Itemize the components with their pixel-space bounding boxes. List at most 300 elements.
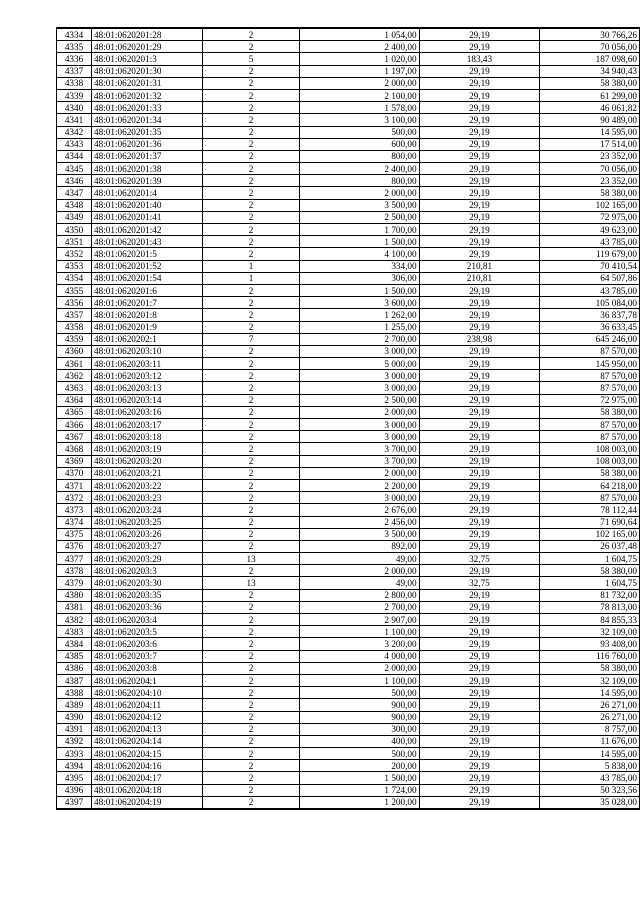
cadastral-value-cell: 87 570,00	[540, 431, 640, 443]
specific-value-cell: 29,19	[419, 321, 540, 333]
table-row	[57, 748, 640, 760]
cadastral-number-cell: 48:01:0620203:26	[92, 528, 203, 540]
table-row	[57, 163, 640, 175]
area-cell: 3 000,00	[300, 370, 419, 382]
specific-value-cell: 29,19	[419, 528, 540, 540]
cadastral-number-cell: 48:01:0620204:1	[92, 674, 203, 686]
table-row	[57, 224, 640, 236]
area-cell: 1 197,00	[300, 65, 419, 77]
specific-value-cell: 29,19	[419, 614, 540, 626]
cadastral-value-cell: 26 271,00	[540, 711, 640, 723]
table-row	[57, 65, 640, 77]
category-code-cell: 2	[202, 614, 299, 626]
specific-value-cell: 29,19	[419, 150, 540, 162]
cadastral-value-cell: 26 037,48	[540, 540, 640, 552]
row-number-cell: 4373	[57, 504, 92, 516]
cadastral-number-cell: 48:01:0620201:54	[92, 272, 203, 284]
cadastral-number-cell: 48:01:0620204:14	[92, 735, 203, 747]
specific-value-cell: 29,19	[419, 394, 540, 406]
cadastral-number-cell: 48:01:0620204:12	[92, 711, 203, 723]
row-number-cell: 4386	[57, 662, 92, 674]
row-number-cell: 4334	[57, 28, 92, 41]
area-cell: 2 700,00	[300, 601, 419, 613]
cadastral-number-cell: 48:01:0620203:7	[92, 650, 203, 662]
cadastral-number-cell: 48:01:0620203:25	[92, 516, 203, 528]
table-row	[57, 650, 640, 662]
category-code-cell: 2	[202, 345, 299, 357]
cadastral-number-cell: 48:01:0620201:34	[92, 114, 203, 126]
area-cell: 2 456,00	[300, 516, 419, 528]
row-number-cell: 4379	[57, 577, 92, 589]
row-number-cell: 4392	[57, 735, 92, 747]
row-number-cell: 4381	[57, 601, 92, 613]
area-cell: 2 200,00	[300, 479, 419, 491]
category-code-cell: 2	[202, 65, 299, 77]
table-row	[57, 479, 640, 491]
category-code-cell: 2	[202, 406, 299, 418]
row-number-cell: 4337	[57, 65, 92, 77]
area-cell: 2 100,00	[300, 89, 419, 101]
cadastral-value-cell: 78 813,00	[540, 601, 640, 613]
area-cell: 306,00	[300, 272, 419, 284]
cadastral-value-cell: 8 757,00	[540, 723, 640, 735]
area-cell: 1 700,00	[300, 224, 419, 236]
category-code-cell: 2	[202, 528, 299, 540]
area-cell: 2 400,00	[300, 41, 419, 53]
cadastral-value-cell: 58 380,00	[540, 662, 640, 674]
table-row	[57, 419, 640, 431]
row-number-cell: 4374	[57, 516, 92, 528]
category-code-cell: 2	[202, 492, 299, 504]
category-code-cell: 2	[202, 443, 299, 455]
row-number-cell: 4341	[57, 114, 92, 126]
cadastral-value-cell: 93 408,00	[540, 638, 640, 650]
category-code-cell: 2	[202, 723, 299, 735]
cadastral-value-cell: 87 570,00	[540, 370, 640, 382]
row-number-cell: 4336	[57, 53, 92, 65]
area-cell: 2 800,00	[300, 589, 419, 601]
cadastral-number-cell: 48:01:0620201:38	[92, 163, 203, 175]
category-code-cell: 2	[202, 735, 299, 747]
cadastral-value-cell: 1 604,75	[540, 553, 640, 565]
category-code-cell: 2	[202, 467, 299, 479]
category-code-cell: 2	[202, 796, 299, 809]
row-number-cell: 4377	[57, 553, 92, 565]
cadastral-value-cell: 26 271,00	[540, 699, 640, 711]
category-code-cell: 2	[202, 224, 299, 236]
area-cell: 2 000,00	[300, 467, 419, 479]
row-number-cell: 4376	[57, 540, 92, 552]
cadastral-value-cell: 72 975,00	[540, 211, 640, 223]
row-number-cell: 4346	[57, 175, 92, 187]
table-row	[57, 297, 640, 309]
cadastral-value-cell: 11 676,00	[540, 735, 640, 747]
table-row	[57, 211, 640, 223]
row-number-cell: 4372	[57, 492, 92, 504]
row-number-cell: 4360	[57, 345, 92, 357]
cadastral-value-cell: 64 218,00	[540, 479, 640, 491]
category-code-cell: 2	[202, 77, 299, 89]
category-code-cell: 2	[202, 540, 299, 552]
area-cell: 3 000,00	[300, 419, 419, 431]
table-row	[57, 236, 640, 248]
specific-value-cell: 29,19	[419, 601, 540, 613]
category-code-cell: 2	[202, 382, 299, 394]
area-cell: 2 000,00	[300, 662, 419, 674]
table-row	[57, 540, 640, 552]
row-number-cell: 4358	[57, 321, 92, 333]
cadastral-number-cell: 48:01:0620201:33	[92, 102, 203, 114]
specific-value-cell: 29,19	[419, 126, 540, 138]
cadastral-value-cell: 46 061,82	[540, 102, 640, 114]
area-cell: 1 500,00	[300, 284, 419, 296]
cadastral-number-cell: 48:01:0620201:7	[92, 297, 203, 309]
area-cell: 3 700,00	[300, 455, 419, 467]
cadastral-number-cell: 48:01:0620201:36	[92, 138, 203, 150]
cadastral-number-cell: 48:01:0620203:6	[92, 638, 203, 650]
cadastral-number-cell: 48:01:0620203:21	[92, 467, 203, 479]
table-row	[57, 577, 640, 589]
category-code-cell: 2	[202, 479, 299, 491]
area-cell: 500,00	[300, 126, 419, 138]
category-code-cell: 13	[202, 577, 299, 589]
table-row	[57, 321, 640, 333]
specific-value-cell: 29,19	[419, 431, 540, 443]
table-row	[57, 175, 640, 187]
table-row	[57, 28, 640, 41]
table-row	[57, 187, 640, 199]
cadastral-number-cell: 48:01:0620203:22	[92, 479, 203, 491]
cadastral-number-cell: 48:01:0620204:15	[92, 748, 203, 760]
specific-value-cell: 29,19	[419, 382, 540, 394]
row-number-cell: 4338	[57, 77, 92, 89]
area-cell: 1 100,00	[300, 674, 419, 686]
table-row	[57, 260, 640, 272]
specific-value-cell: 29,19	[419, 796, 540, 809]
table-row	[57, 406, 640, 418]
table-row	[57, 41, 640, 53]
category-code-cell: 2	[202, 455, 299, 467]
specific-value-cell: 183,43	[419, 53, 540, 65]
specific-value-cell: 29,19	[419, 211, 540, 223]
table-row	[57, 735, 640, 747]
category-code-cell: 2	[202, 297, 299, 309]
cadastral-value-cell: 34 940,43	[540, 65, 640, 77]
row-number-cell: 4350	[57, 224, 92, 236]
row-number-cell: 4375	[57, 528, 92, 540]
category-code-cell: 7	[202, 333, 299, 345]
row-number-cell: 4356	[57, 297, 92, 309]
cadastral-number-cell: 48:01:0620201:4	[92, 187, 203, 199]
cadastral-value-cell: 81 732,00	[540, 589, 640, 601]
cadastral-value-cell: 145 950,00	[540, 358, 640, 370]
specific-value-cell: 29,19	[419, 28, 540, 41]
table-row	[57, 589, 640, 601]
category-code-cell: 2	[202, 516, 299, 528]
specific-value-cell: 29,19	[419, 297, 540, 309]
category-code-cell: 2	[202, 650, 299, 662]
category-code-cell: 2	[202, 638, 299, 650]
row-number-cell: 4380	[57, 589, 92, 601]
cadastral-number-cell: 48:01:0620203:17	[92, 419, 203, 431]
cadastral-number-cell: 48:01:0620201:6	[92, 284, 203, 296]
row-number-cell: 4344	[57, 150, 92, 162]
category-code-cell: 2	[202, 211, 299, 223]
area-cell: 2 500,00	[300, 211, 419, 223]
cadastral-value-cell: 32 109,00	[540, 626, 640, 638]
table-row	[57, 492, 640, 504]
specific-value-cell: 238,98	[419, 333, 540, 345]
category-code-cell: 2	[202, 236, 299, 248]
cadastral-number-cell: 48:01:0620201:37	[92, 150, 203, 162]
row-number-cell: 4369	[57, 455, 92, 467]
specific-value-cell: 29,19	[419, 650, 540, 662]
area-cell: 600,00	[300, 138, 419, 150]
specific-value-cell: 29,19	[419, 65, 540, 77]
row-number-cell: 4359	[57, 333, 92, 345]
row-number-cell: 4366	[57, 419, 92, 431]
table-row	[57, 138, 640, 150]
cadastral-value-cell: 58 380,00	[540, 467, 640, 479]
cadastral-value-cell: 14 595,00	[540, 748, 640, 760]
cadastral-number-cell: 48:01:0620204:16	[92, 760, 203, 772]
cadastral-number-cell: 48:01:0620201:8	[92, 309, 203, 321]
area-cell: 900,00	[300, 699, 419, 711]
area-cell: 2 400,00	[300, 163, 419, 175]
cadastral-number-cell: 48:01:0620204:19	[92, 796, 203, 809]
category-code-cell: 2	[202, 150, 299, 162]
row-number-cell: 4335	[57, 41, 92, 53]
category-code-cell: 2	[202, 248, 299, 260]
area-cell: 1 200,00	[300, 796, 419, 809]
category-code-cell: 2	[202, 309, 299, 321]
cadastral-value-cell: 1 604,75	[540, 577, 640, 589]
cadastral-number-cell: 48:01:0620201:32	[92, 89, 203, 101]
area-cell: 1 100,00	[300, 626, 419, 638]
row-number-cell: 4355	[57, 284, 92, 296]
area-cell: 2 676,00	[300, 504, 419, 516]
specific-value-cell: 29,19	[419, 565, 540, 577]
area-cell: 2 000,00	[300, 187, 419, 199]
area-cell: 3 100,00	[300, 114, 419, 126]
row-number-cell: 4347	[57, 187, 92, 199]
area-cell: 500,00	[300, 748, 419, 760]
cadastral-value-cell: 14 595,00	[540, 687, 640, 699]
category-code-cell: 2	[202, 565, 299, 577]
table-body	[57, 28, 640, 809]
row-number-cell: 4390	[57, 711, 92, 723]
area-cell: 3 000,00	[300, 431, 419, 443]
area-cell: 1 020,00	[300, 53, 419, 65]
cadastral-value-cell: 36 633,45	[540, 321, 640, 333]
specific-value-cell: 29,19	[419, 711, 540, 723]
table-row	[57, 504, 640, 516]
area-cell: 3 200,00	[300, 638, 419, 650]
cadastral-value-cell: 36 837,78	[540, 309, 640, 321]
table-row	[57, 760, 640, 772]
row-number-cell: 4342	[57, 126, 92, 138]
row-number-cell: 4351	[57, 236, 92, 248]
category-code-cell: 5	[202, 53, 299, 65]
row-number-cell: 4364	[57, 394, 92, 406]
category-code-cell: 2	[202, 199, 299, 211]
cadastral-number-cell: 48:01:0620201:3	[92, 53, 203, 65]
cadastral-number-cell: 48:01:0620201:29	[92, 41, 203, 53]
cadastral-number-cell: 48:01:0620201:5	[92, 248, 203, 260]
specific-value-cell: 29,19	[419, 626, 540, 638]
category-code-cell: 2	[202, 687, 299, 699]
cadastral-value-cell: 43 785,00	[540, 236, 640, 248]
cadastral-value-cell: 30 766,26	[540, 28, 640, 41]
cadastral-number-cell: 48:01:0620201:9	[92, 321, 203, 333]
specific-value-cell: 32,75	[419, 553, 540, 565]
cadastral-number-cell: 48:01:0620203:18	[92, 431, 203, 443]
specific-value-cell: 29,19	[419, 760, 540, 772]
table-row	[57, 272, 640, 284]
area-cell: 49,00	[300, 553, 419, 565]
specific-value-cell: 29,19	[419, 419, 540, 431]
cadastral-value-cell: 102 165,00	[540, 199, 640, 211]
category-code-cell: 2	[202, 321, 299, 333]
cadastral-value-cell: 102 165,00	[540, 528, 640, 540]
cadastral-number-cell: 48:01:0620203:35	[92, 589, 203, 601]
specific-value-cell: 29,19	[419, 248, 540, 260]
specific-value-cell: 29,19	[419, 163, 540, 175]
category-code-cell: 2	[202, 284, 299, 296]
category-code-cell: 1	[202, 260, 299, 272]
cadastral-number-cell: 48:01:0620203:11	[92, 358, 203, 370]
row-number-cell: 4348	[57, 199, 92, 211]
category-code-cell: 2	[202, 711, 299, 723]
cadastral-value-cell: 84 855,33	[540, 614, 640, 626]
area-cell: 2 500,00	[300, 394, 419, 406]
area-cell: 400,00	[300, 735, 419, 747]
specific-value-cell: 29,19	[419, 406, 540, 418]
table-row	[57, 77, 640, 89]
category-code-cell: 2	[202, 662, 299, 674]
table-row	[57, 723, 640, 735]
cadastral-number-cell: 48:01:0620201:43	[92, 236, 203, 248]
cadastral-value-cell: 58 380,00	[540, 406, 640, 418]
row-number-cell: 4385	[57, 650, 92, 662]
specific-value-cell: 29,19	[419, 199, 540, 211]
table-row	[57, 431, 640, 443]
area-cell: 1 054,00	[300, 28, 419, 41]
row-number-cell: 4371	[57, 479, 92, 491]
specific-value-cell: 29,19	[419, 674, 540, 686]
row-number-cell: 4397	[57, 796, 92, 809]
specific-value-cell: 210,81	[419, 260, 540, 272]
cadastral-number-cell: 48:01:0620203:3	[92, 565, 203, 577]
category-code-cell: 2	[202, 699, 299, 711]
cadastral-value-cell: 71 690,64	[540, 516, 640, 528]
category-code-cell: 2	[202, 772, 299, 784]
cadastral-number-cell: 48:01:0620201:42	[92, 224, 203, 236]
category-code-cell: 2	[202, 89, 299, 101]
area-cell: 1 500,00	[300, 772, 419, 784]
specific-value-cell: 29,19	[419, 358, 540, 370]
category-code-cell: 2	[202, 784, 299, 796]
cadastral-value-table	[56, 27, 640, 810]
category-code-cell: 2	[202, 394, 299, 406]
row-number-cell: 4363	[57, 382, 92, 394]
category-code-cell: 2	[202, 138, 299, 150]
table-row	[57, 455, 640, 467]
cadastral-number-cell: 48:01:0620201:30	[92, 65, 203, 77]
area-cell: 1 724,00	[300, 784, 419, 796]
table-row	[57, 89, 640, 101]
category-code-cell: 2	[202, 760, 299, 772]
cadastral-value-cell: 14 595,00	[540, 126, 640, 138]
category-code-cell: 2	[202, 589, 299, 601]
specific-value-cell: 29,19	[419, 699, 540, 711]
specific-value-cell: 29,19	[419, 284, 540, 296]
cadastral-value-cell: 23 352,00	[540, 175, 640, 187]
row-number-cell: 4387	[57, 674, 92, 686]
table-row	[57, 333, 640, 345]
table-row	[57, 601, 640, 613]
cadastral-number-cell: 48:01:0620204:10	[92, 687, 203, 699]
cadastral-number-cell: 48:01:0620203:16	[92, 406, 203, 418]
cadastral-number-cell: 48:01:0620203:12	[92, 370, 203, 382]
cadastral-number-cell: 48:01:0620204:13	[92, 723, 203, 735]
row-number-cell: 4396	[57, 784, 92, 796]
specific-value-cell: 29,19	[419, 504, 540, 516]
specific-value-cell: 29,19	[419, 662, 540, 674]
cadastral-number-cell: 48:01:0620204:17	[92, 772, 203, 784]
category-code-cell: 2	[202, 187, 299, 199]
category-code-cell: 2	[202, 601, 299, 613]
specific-value-cell: 29,19	[419, 479, 540, 491]
cadastral-value-cell: 87 570,00	[540, 345, 640, 357]
row-number-cell: 4345	[57, 163, 92, 175]
area-cell: 2 700,00	[300, 333, 419, 345]
specific-value-cell: 32,75	[419, 577, 540, 589]
specific-value-cell: 29,19	[419, 114, 540, 126]
category-code-cell: 2	[202, 114, 299, 126]
table-row	[57, 699, 640, 711]
table-row	[57, 772, 640, 784]
cadastral-value-cell: 61 299,00	[540, 89, 640, 101]
table-row	[57, 150, 640, 162]
category-code-cell: 2	[202, 102, 299, 114]
area-cell: 3 700,00	[300, 443, 419, 455]
specific-value-cell: 29,19	[419, 236, 540, 248]
specific-value-cell: 29,19	[419, 638, 540, 650]
cadastral-value-cell: 87 570,00	[540, 382, 640, 394]
area-cell: 3 600,00	[300, 297, 419, 309]
cadastral-value-cell: 50 323,56	[540, 784, 640, 796]
cadastral-value-cell: 78 112,44	[540, 504, 640, 516]
cadastral-number-cell: 48:01:0620204:18	[92, 784, 203, 796]
cadastral-number-cell: 48:01:0620201:52	[92, 260, 203, 272]
area-cell: 2 907,00	[300, 614, 419, 626]
cadastral-number-cell: 48:01:0620203:24	[92, 504, 203, 516]
cadastral-value-cell: 64 507,86	[540, 272, 640, 284]
row-number-cell: 4354	[57, 272, 92, 284]
row-number-cell: 4391	[57, 723, 92, 735]
row-number-cell: 4382	[57, 614, 92, 626]
specific-value-cell: 29,19	[419, 175, 540, 187]
row-number-cell: 4388	[57, 687, 92, 699]
specific-value-cell: 29,19	[419, 455, 540, 467]
row-number-cell: 4352	[57, 248, 92, 260]
row-number-cell: 4353	[57, 260, 92, 272]
category-code-cell: 2	[202, 175, 299, 187]
table-row	[57, 370, 640, 382]
table-row	[57, 358, 640, 370]
specific-value-cell: 29,19	[419, 492, 540, 504]
